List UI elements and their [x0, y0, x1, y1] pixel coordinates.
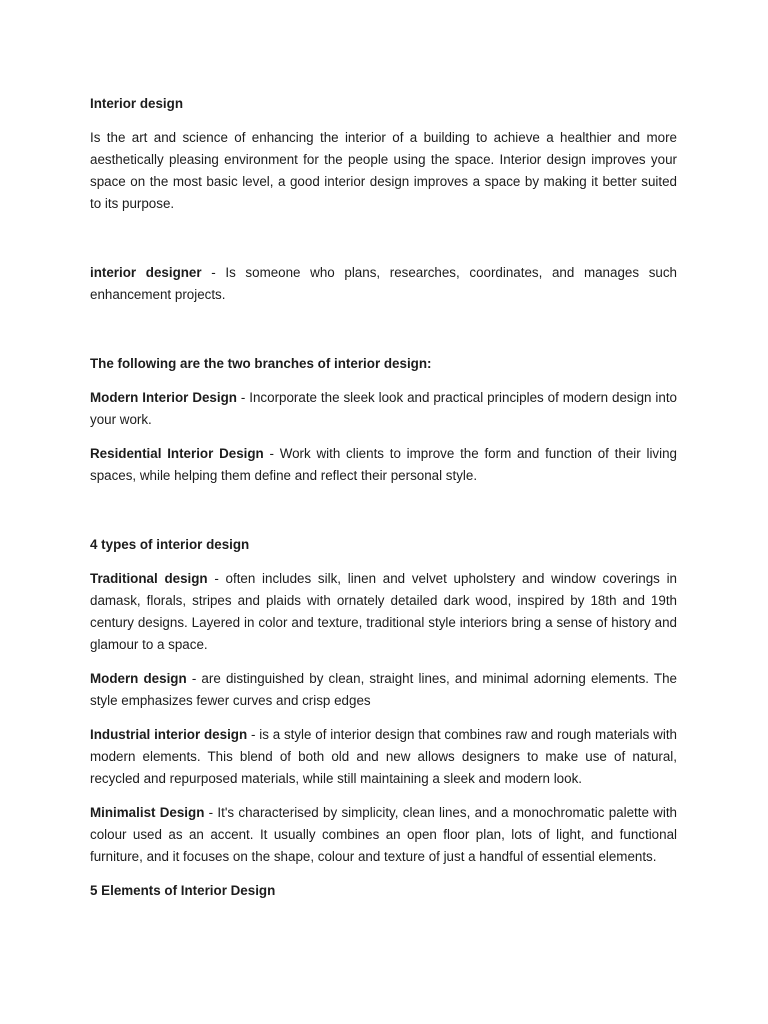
branch-item — [90, 387, 677, 431]
designer-term: interior designer — [90, 265, 202, 280]
intro-paragraph: Is the art and science of enhancing the interior of a building to achieve a healthier and more aesthetically pleasing environment for the people using the space. Interior design improves your space on the most basic level, a good interior design improves a space by making it better suited to its purpose. — [90, 130, 677, 211]
branch-text: - Work with clients to improve the form and function of their living spaces, while helping them define and reflect their personal style. — [90, 446, 677, 483]
type-text: - It's characterised by simplicity, clean lines, and a monochromatic palette with colour used as an accent. It usually combines an open floor plan, lots of light, and functional furniture, and it focuses on the shape, colour and texture of just a handful of essential elements. — [90, 805, 677, 864]
branch-term: Modern Interior Design — [90, 390, 237, 405]
document-title: Interior design — [90, 96, 184, 111]
types-heading: 4 types of interior design — [90, 537, 250, 552]
document-page — [90, 93, 677, 914]
type-term: Minimalist Design — [90, 805, 205, 820]
type-text: - are distinguished by clean, straight lines, and minimal adorning elements. The style emphasizes fewer curves and crisp edges — [90, 671, 677, 708]
type-term: Modern design — [90, 671, 187, 686]
branch-term: Residential Interior Design — [90, 446, 264, 461]
type-item — [90, 668, 677, 712]
type-term: Industrial interior design — [90, 727, 248, 742]
type-item — [90, 802, 677, 868]
type-item — [90, 724, 677, 790]
designer-text: - Is someone who plans, researches, coordinates, and manages such enhancement projects. — [90, 265, 677, 302]
type-item — [90, 568, 677, 656]
elements-heading: 5 Elements of Interior Design — [90, 883, 276, 898]
type-term: Traditional design — [90, 571, 208, 586]
branch-text: - Incorporate the sleek look and practical principles of modern design into your work. — [90, 390, 677, 427]
type-text: - often includes silk, linen and velvet upholstery and window coverings in damask, florals, stripes and plaids with ornately detailed dark wood, inspired by 18th and 19th century designs. Layered in color and texture, traditional style interiors bring a sense of history and glamour to a space. — [90, 571, 677, 652]
type-text: - is a style of interior design that combines raw and rough materials with modern elements. This blend of both old and new allows designers to make use of natural, recycled and repurposed materials, while still maintaining a sleek and modern look. — [90, 727, 677, 786]
branches-heading: The following are the two branches of interior design: — [90, 356, 432, 371]
designer-definition — [90, 262, 677, 306]
branch-item — [90, 443, 677, 487]
